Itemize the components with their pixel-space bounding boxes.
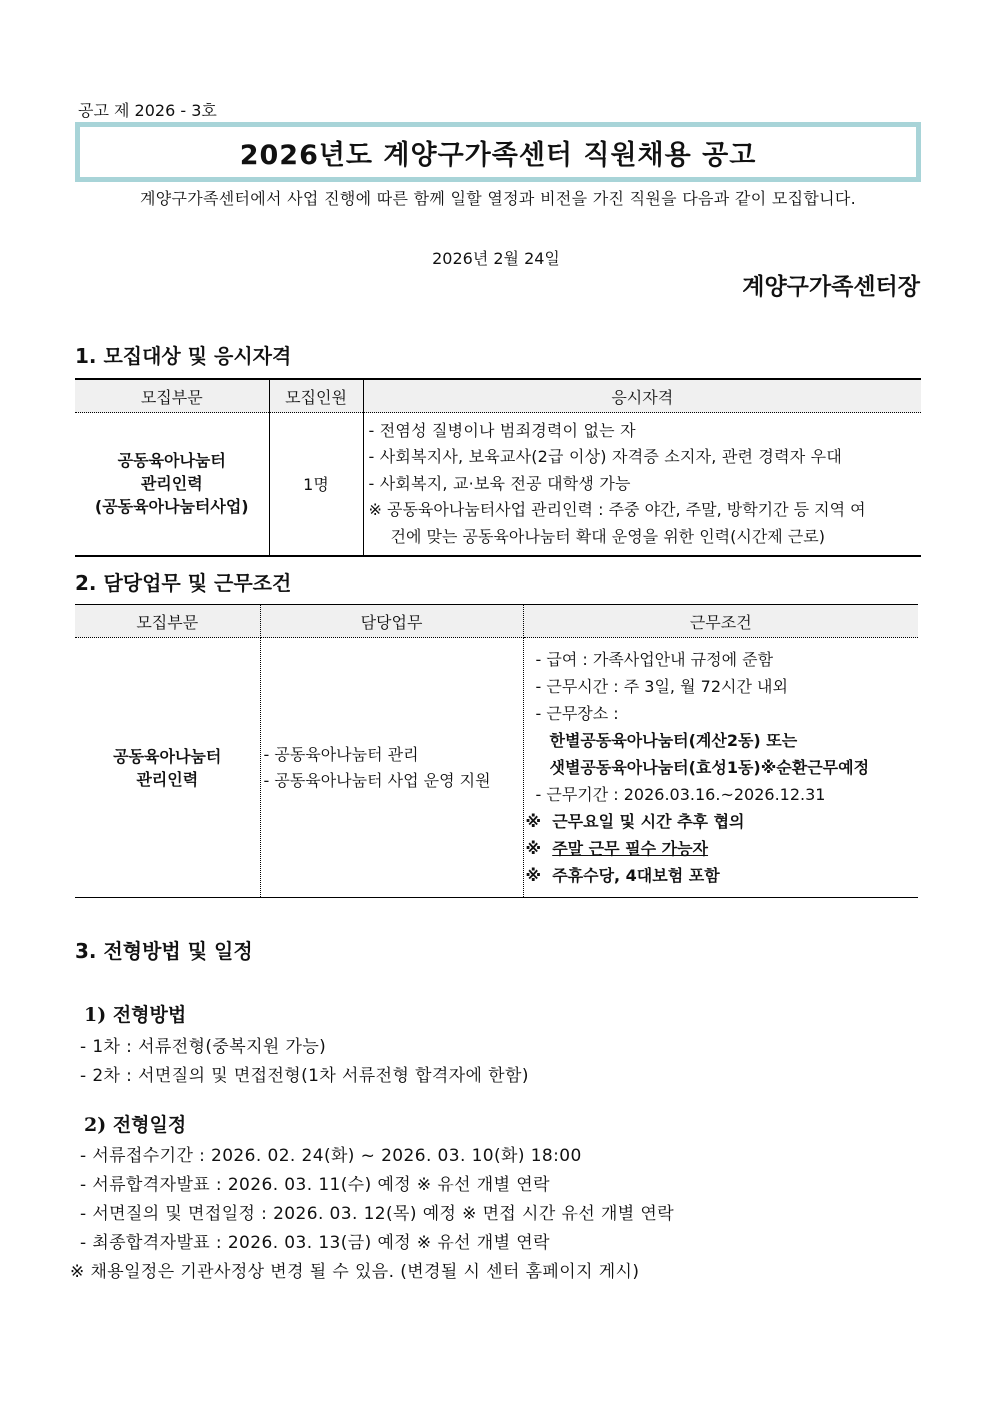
list-item: - 서류합격자발표 : 2026. 03. 11(수) 예정 ※ 유선 개별 연락 — [80, 1175, 550, 1195]
work-place: 샛별공동육아나눔터(효성1동)※순환근무예정 — [549, 758, 870, 777]
schedule-footnote: ※ 채용일정은 기관사정상 변경 될 수 있음. (변경될 시 센터 홈페이지 게시) — [70, 1262, 640, 1282]
duty-item: - 공동육아나눔터 사업 운영 지원 — [263, 770, 491, 790]
qualification-item: - 전염성 질병이나 범죄경력이 없는 자 — [368, 420, 636, 440]
list-item: - 2차 : 서면질의 및 면접전형(1차 서류전형 합격자에 한함) — [80, 1066, 529, 1086]
dept-cell — [75, 413, 269, 556]
dept-line: 관리인력 — [140, 474, 203, 494]
note-mark: ※ — [525, 866, 542, 885]
note-mark: ※ — [525, 839, 542, 858]
dept-cell — [75, 638, 260, 898]
page-title-text: 2026년도 계양구가족센터 직원채용 공고 — [239, 139, 757, 171]
column-header: 담당업무 — [260, 605, 523, 638]
qualification-item: - 사회복지사, 보육교사(2급 이상) 자격증 소지자, 관련 경력자 우대 — [368, 447, 842, 466]
note-text: 주말 근무 필수 가능자 — [552, 839, 709, 858]
column-header: 모집인원 — [269, 379, 363, 413]
notice-date: 2026년 2월 24일 — [432, 249, 560, 268]
method-heading: 1) 전형방법 — [84, 1004, 187, 1026]
qualification-table — [75, 378, 921, 557]
table-row — [75, 413, 921, 556]
list-item: - 서면질의 및 면접일정 : 2026. 03. 12(목) 예정 ※ 면접 시간 유선 개별 연락 — [80, 1204, 675, 1224]
notice-number: 공고 제 2026 - 3호 — [78, 101, 217, 120]
table-header-row — [75, 605, 918, 638]
qualification-note: ※ 공동육아나눔터사업 관리인력 : 주중 야간, 주말, 방학기간 등 지역 여 — [368, 500, 866, 519]
qualification-note-cont: 건에 맞는 공동육아나눔터 확대 운영을 위한 인력(시간제 근로) — [390, 526, 825, 546]
note-text: 근무요일 및 시간 추후 협의 — [552, 812, 745, 831]
signer: 계양구가족센터장 — [742, 274, 920, 300]
list-item: - 1차 : 서류전형(중복지원 가능) — [80, 1037, 327, 1057]
column-header: 응시자격 — [363, 379, 921, 413]
duty-item: - 공동육아나눔터 관리 — [263, 744, 419, 764]
condition-item: - 근무시간 : 주 3일, 월 72시간 내외 — [535, 677, 788, 696]
page-title — [75, 122, 921, 182]
work-period: - 근무기간 : 2026.03.16.~2026.12.31 — [535, 785, 826, 804]
schedule-heading: 2) 전형일정 — [84, 1114, 187, 1136]
condition-item: - 급여 : 가족사업안내 규정에 준함 — [535, 650, 774, 669]
condition-item: - 근무장소 : — [535, 704, 619, 723]
note-text: 주휴수당, 4대보험 포함 — [552, 866, 720, 885]
intro-text: 계양구가족센터에서 사업 진행에 따른 함께 일할 열정과 비전을 가진 직원을 다음과 같이 모집합니다. — [139, 189, 856, 208]
condition-note — [524, 862, 919, 889]
note-mark: ※ — [525, 812, 542, 831]
condition-note — [524, 808, 919, 835]
column-header: 모집부문 — [75, 605, 260, 638]
dept-line: 관리인력 — [136, 769, 199, 789]
column-header: 모집부문 — [75, 379, 269, 413]
duty-table — [75, 604, 918, 898]
work-place: 한별공동육아나눔터(계산2동) 또는 — [549, 731, 798, 750]
condition-note — [524, 835, 919, 862]
schedule-list — [80, 1142, 674, 1258]
qualification-item: - 사회복지, 교·보육 전공 대학생 가능 — [368, 473, 631, 493]
list-item: - 서류접수기간 : 2026. 02. 24(화) ~ 2026. 03. 10(화) 18:00 — [80, 1146, 582, 1166]
dept-line: 공동육아나눔터 — [113, 746, 222, 766]
count-cell: 1명 — [269, 413, 363, 556]
qualification-cell — [363, 413, 921, 556]
dept-line: 공동육아나눔터 — [117, 451, 226, 471]
dept-line: (공동육아나눔터사업) — [94, 497, 249, 517]
list-item: - 최종합격자발표 : 2026. 03. 13(금) 예정 ※ 유선 개별 연락 — [80, 1233, 550, 1253]
table-row — [75, 638, 918, 898]
column-header: 근무조건 — [523, 605, 918, 638]
section-3-heading: 3. 전형방법 및 일정 — [75, 939, 253, 963]
method-list — [80, 1033, 529, 1091]
section-1-heading: 1. 모집대상 및 응시자격 — [75, 344, 292, 368]
section-2-heading: 2. 담당업무 및 근무조건 — [75, 571, 292, 595]
condition-cell — [523, 638, 918, 898]
duty-cell — [260, 638, 523, 898]
table-header-row — [75, 379, 921, 413]
